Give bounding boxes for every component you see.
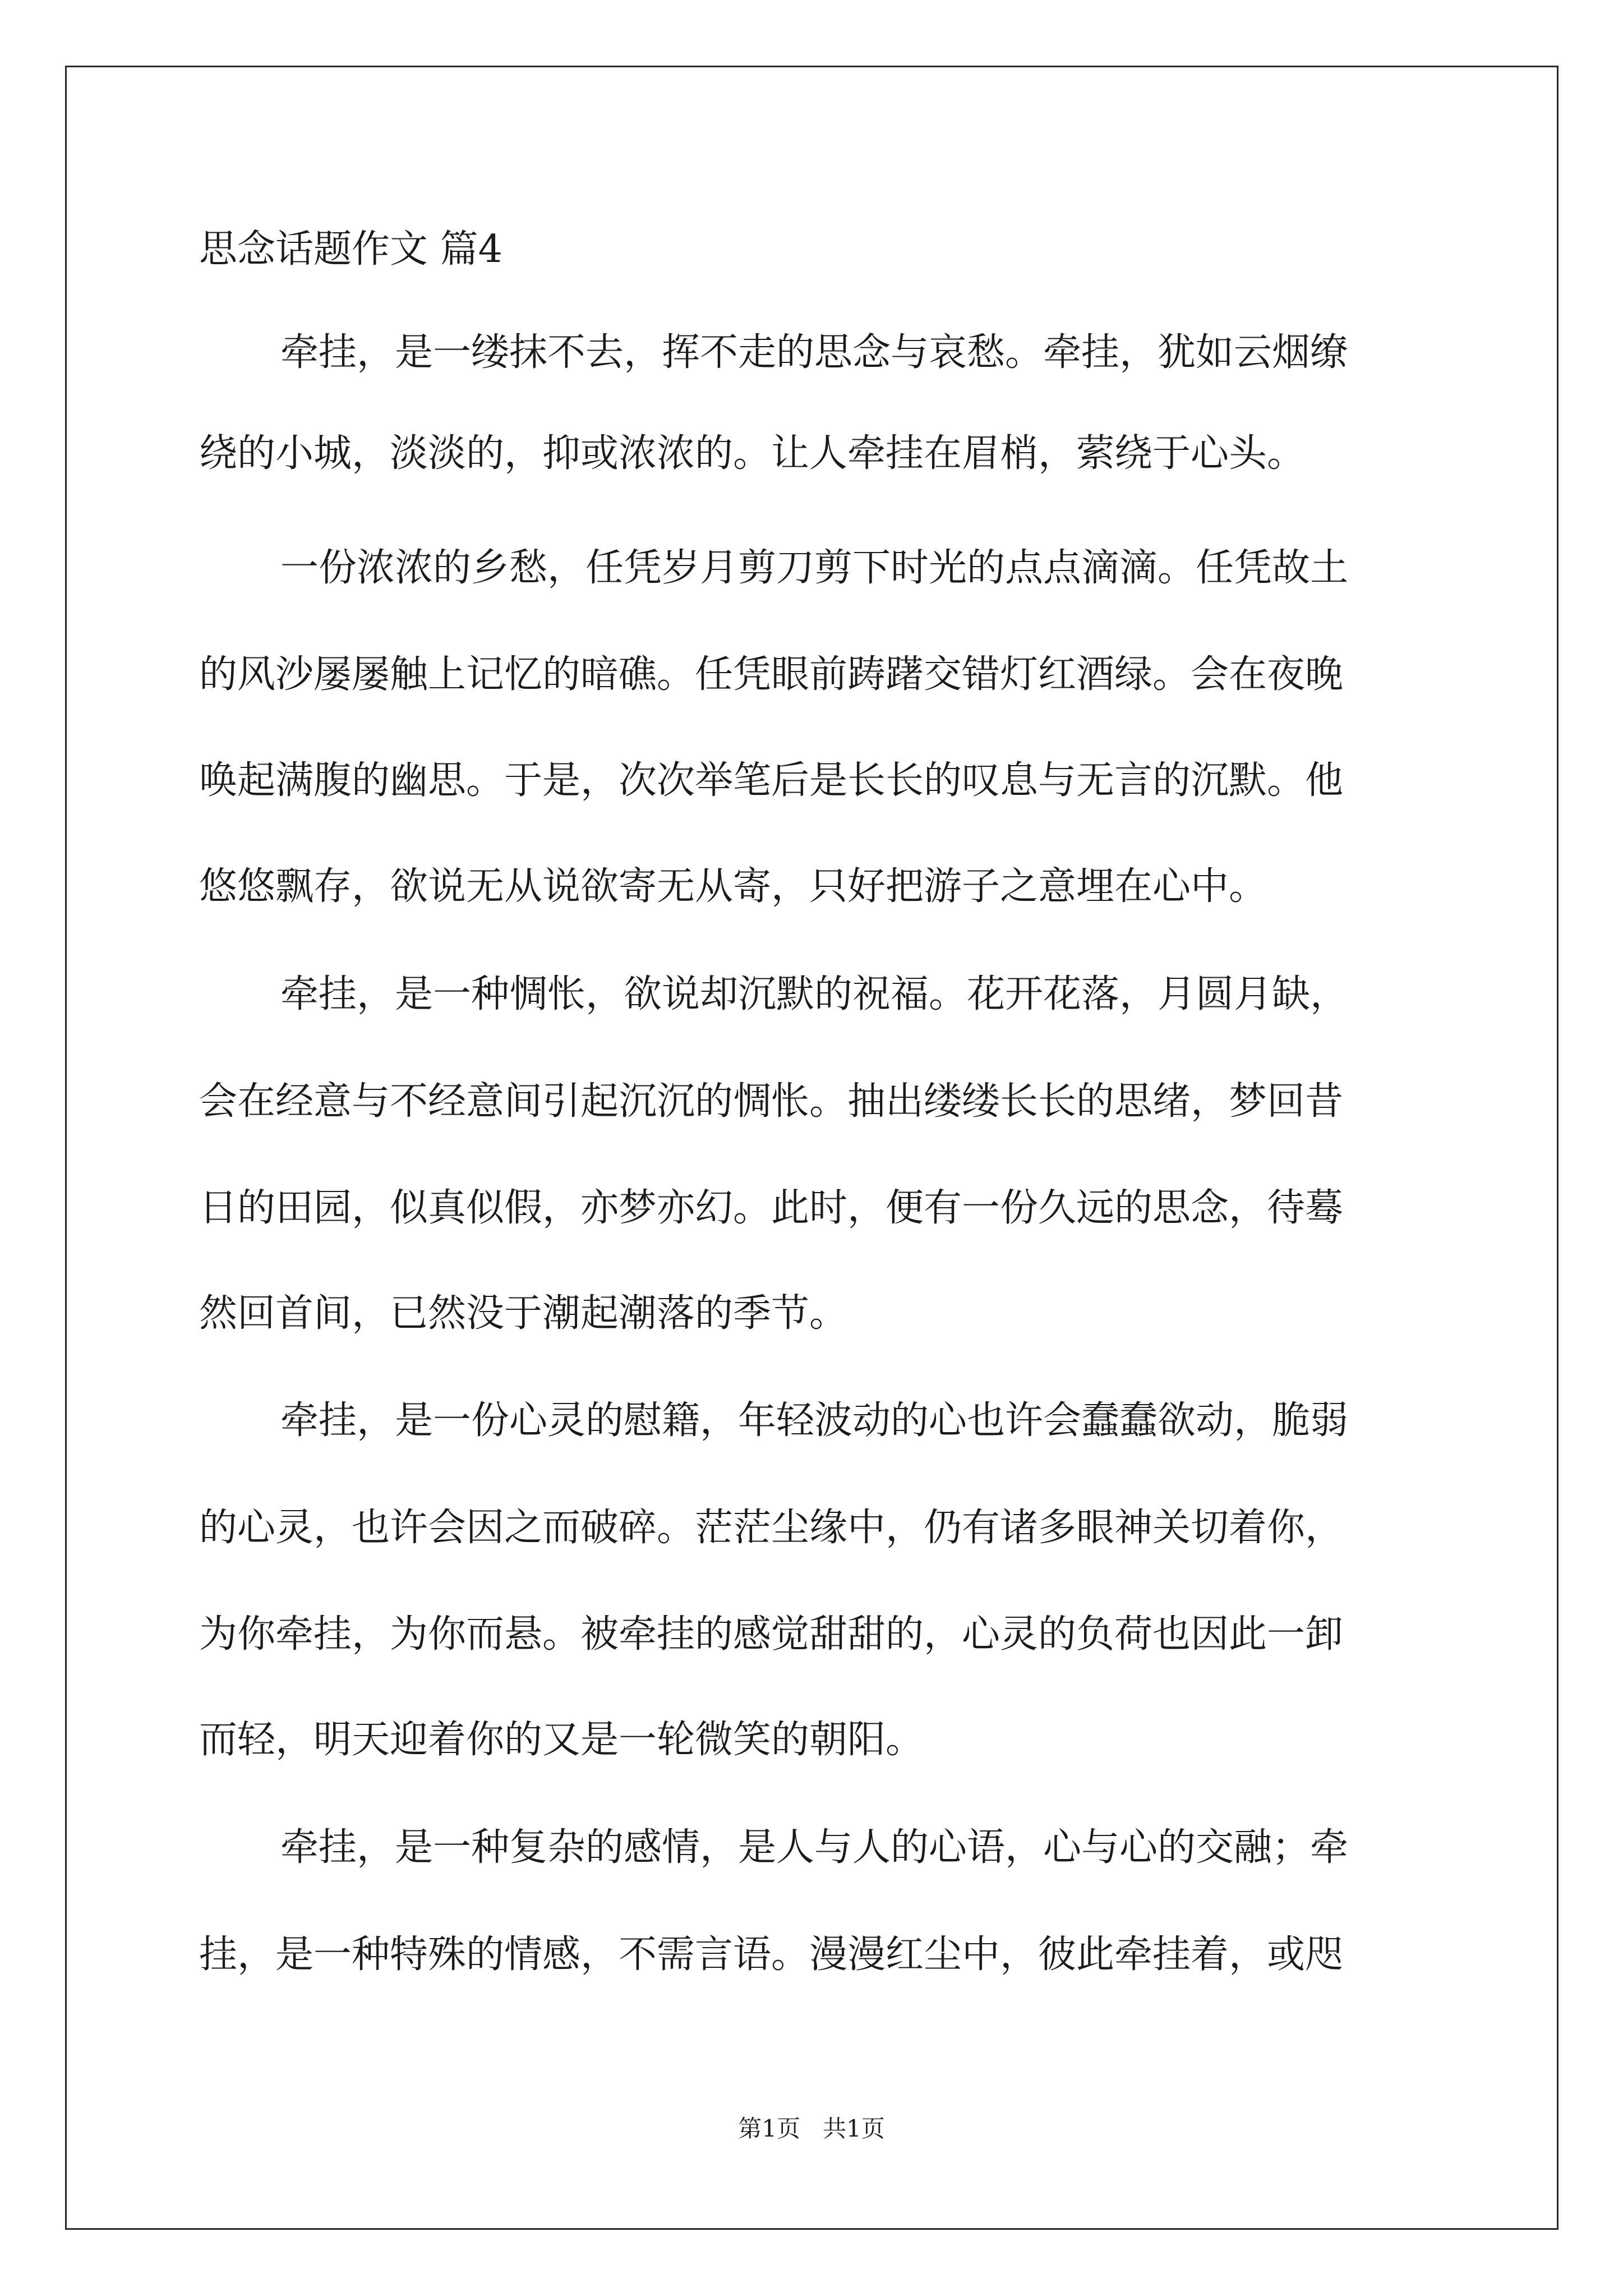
paragraph-2-line-3: 唤起满腹的幽思。于是，次次举笔后是长长的叹息与无言的沉默。他: [199, 758, 1344, 803]
paragraph-4-line-3: 为你牵挂，为你而悬。被牵挂的感觉甜甜的，心灵的负荷也因此一卸: [199, 1612, 1344, 1657]
paragraph-5-line-2: 挂，是一种特殊的情感，不需言语。漫漫红尘中，彼此牵挂着，或咫: [199, 1932, 1344, 1977]
paragraph-4-line-1: 牵挂，是一份心灵的慰籍，年轻波动的心也许会蠢蠢欲动，脆弱: [280, 1398, 1349, 1443]
paragraph-3-line-4: 然回首间，已然没于潮起潮落的季节。: [199, 1291, 848, 1336]
page-footer: 第1页 共1页: [738, 2115, 885, 2142]
paragraph-1-line-1: 牵挂，是一缕抹不去，挥不走的思念与哀愁。牵挂，犹如云烟缭: [280, 330, 1349, 375]
document-title: 思念话题作文 篇4: [199, 227, 502, 272]
paragraph-4-line-4: 而轻，明天迎着你的又是一轮微笑的朝阳。: [199, 1718, 924, 1762]
paragraph-1-line-2: 绕的小城，淡淡的，抑或浓浓的。让人牵挂在眉梢，萦绕于心头。: [199, 431, 1306, 476]
page-border: [65, 66, 1559, 2230]
paragraph-5-line-1: 牵挂，是一种复杂的感情，是人与人的心语，心与心的交融；牵: [280, 1825, 1349, 1870]
paragraph-2-line-2: 的风沙屡屡触上记忆的暗礁。任凭眼前踌躇交错灯红酒绿。会在夜晚: [199, 652, 1344, 697]
paragraph-4-line-2: 的心灵，也许会因之而破碎。茫茫尘缘中，仍有诸多眼神关切着你，: [199, 1506, 1344, 1550]
paragraph-2-line-1: 一份浓浓的乡愁，任凭岁月剪刀剪下时光的点点滴滴。任凭故土: [280, 546, 1349, 590]
paragraph-3-line-2: 会在经意与不经意间引起沉沉的惆怅。抽出缕缕长长的思绪，梦回昔: [199, 1079, 1344, 1124]
paragraph-2-line-4: 悠悠飘存，欲说无从说欲寄无从寄，只好把游子之意埋在心中。: [199, 864, 1267, 909]
paragraph-3-line-3: 日的田园，似真似假，亦梦亦幻。此时，便有一份久远的思念，待蓦: [199, 1186, 1344, 1230]
paragraph-3-line-1: 牵挂，是一种惆怅，欲说却沉默的祝福。花开花落，月圆月缺，: [280, 972, 1349, 1016]
